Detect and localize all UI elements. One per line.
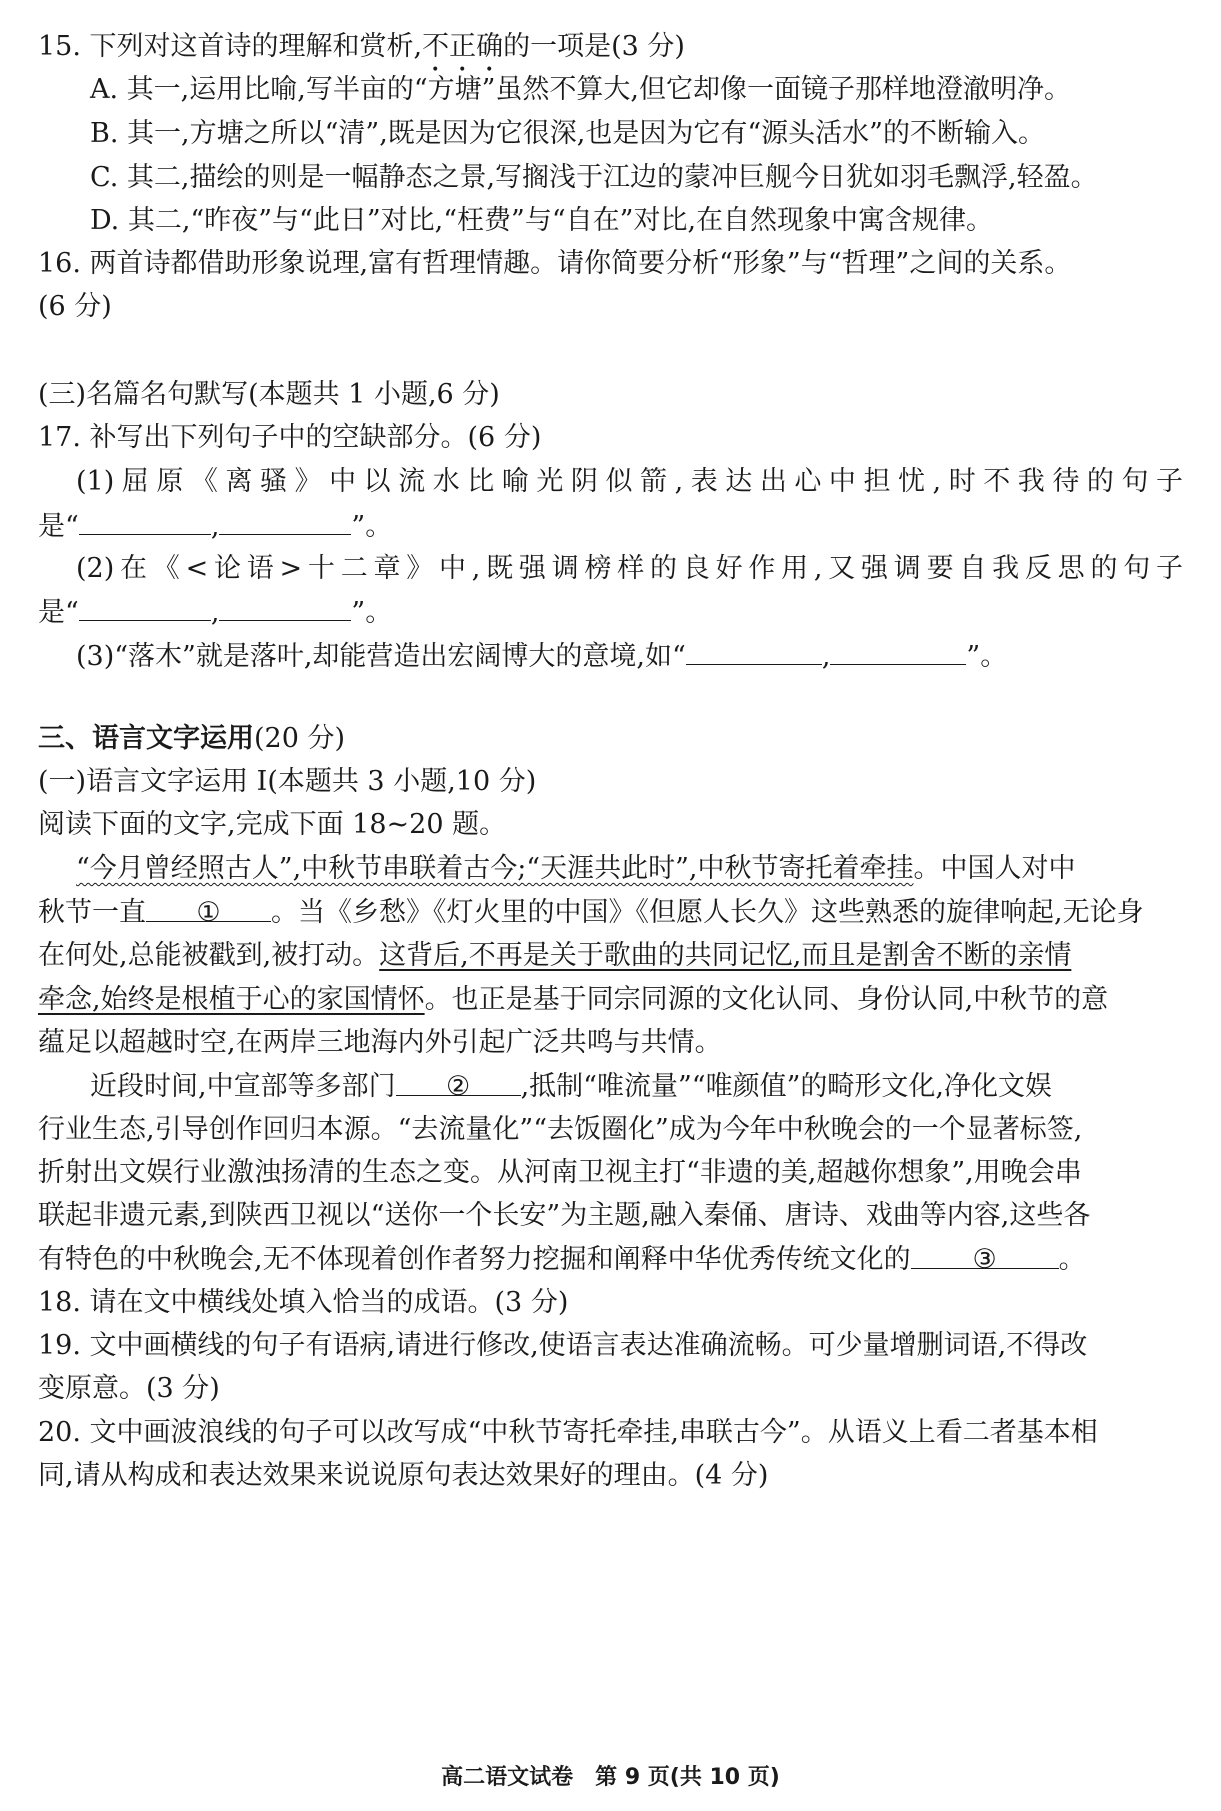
q20-line1: 20. 文中画波浪线的句子可以改写成“中秋节寄托牵挂,串联古今”。从语义上看二者基本相 [38, 1417, 1098, 1448]
passage-p2-line2: 行业生态,引导创作回归本源。“去流量化”“去饭圈化”成为今年中秋晚会的一个显著标签, [38, 1114, 1083, 1145]
blank-2[interactable]: ② [396, 1069, 521, 1096]
passage-p2-line4: 联起非遗元素,到陕西卫视以“送你一个长安”为主题,融入秦俑、唐诗、戏曲等内容,这些各 [38, 1200, 1091, 1231]
q16-line2: (6 分) [38, 291, 112, 322]
q17-part3-blank-b[interactable] [830, 638, 966, 665]
q15-stem-pre: 15. 下列对这首诗的理解和赏析, [38, 31, 423, 62]
q15-option-d: D. 其二,“昨夜”与“此日”对比,“枉费”与“自在”对比,在自然现象中寓含规律。 [90, 205, 994, 236]
q15-option-c: C. 其二,描绘的则是一幅静态之景,写搁浅于江边的蒙冲巨舰今日犹如羽毛飘浮,轻盈。 [90, 162, 1098, 193]
part3-heading [38, 721, 1183, 757]
passage-text: 。 [1058, 1244, 1086, 1275]
underlined-sentence: 牵念,始终是根植于心的家国情怀 [38, 984, 425, 1015]
passage-text: 。当《乡愁》《灯火里的中国》《但愿人长久》这些熟悉的旋律响起,无论身 [271, 897, 1144, 928]
passage-p2-line5 [38, 1242, 1183, 1278]
passage-text: 有特色的中秋晚会,无不体现着创作者努力挖掘和阐释中华优秀传统文化的 [38, 1244, 911, 1275]
quote-close: ”。 [351, 511, 393, 542]
part3-score: (20 分) [254, 723, 346, 754]
section3-header: (三)名篇名句默写(本题共 1 小题,6 分) [38, 379, 500, 410]
passage-text: ,抵制“唯流量”“唯颜值”的畸形文化,净化文娱 [520, 1071, 1052, 1102]
comma: , [210, 511, 220, 542]
blank-1[interactable]: ① [146, 895, 271, 922]
q15-stem-emphasis: 不正确 [422, 31, 504, 62]
q15-stem [38, 29, 1183, 78]
passage-p2-line3: 折射出文娱行业激浊扬清的生态之变。从河南卫视主打“非遗的美,超越你想象”,用晚会串 [38, 1157, 1082, 1188]
passage-text: 近段时间,中宣部等多部门 [90, 1071, 396, 1102]
q17-part1-blank-a[interactable] [79, 508, 211, 535]
q17-part3 [76, 638, 1183, 675]
comma: , [821, 641, 831, 672]
q20-line2: 同,请从构成和表达效果来说说原句表达效果好的理由。(4 分) [38, 1460, 769, 1491]
quote-open: 是“ [38, 511, 79, 542]
underlined-sentence: 这背后,不再是关于歌曲的共同记忆,而且是割舍不断的亲情 [379, 940, 1072, 971]
q17-part1-blank-b[interactable] [219, 508, 351, 535]
passage-p1-line1 [76, 851, 1183, 887]
passage-text: 。也正是基于同宗同源的文化认同、身份认同,中秋节的意 [424, 984, 1109, 1015]
q15-stem-post: 的一项是(3 分) [503, 31, 685, 62]
q18: 18. 请在文中横线处填入恰当的成语。(3 分) [38, 1287, 569, 1318]
q17-part1-line2 [38, 508, 1183, 545]
passage-p1-line3 [38, 938, 1183, 974]
passage-text: 。中国人对中 [913, 853, 1076, 884]
q17-part1-line1: (1)屈原《离骚》中以流水比喻光阴似箭,表达出心中担忧,时不我待的句子 [76, 466, 1183, 497]
page-footer: 高二语文试卷 第 9 页(共 10 页) [441, 1765, 780, 1790]
q17-stem: 17. 补写出下列句子中的空缺部分。(6 分) [38, 422, 542, 453]
wavy-underlined-sentence: “今月曾经照古人”,中秋节串联着古今;“天涯共此时”,中秋节寄托着牵挂 [76, 853, 914, 884]
blank-3[interactable]: ③ [911, 1242, 1059, 1269]
q15-option-a: A. 其一,运用比喻,写半亩的“方塘”虽然不算大,但它却像一面镜子那样地澄澈明净。 [90, 74, 1072, 105]
part3-title: 三、语言文字运用 [38, 723, 254, 754]
part3-subheader: (一)语言文字运用 I(本题共 3 小题,10 分) [38, 766, 537, 797]
q17-part2-blank-b[interactable] [219, 594, 351, 621]
q17-part2-line1: (2)在《<论语>十二章》中,既强调榜样的良好作用,又强调要自我反思的句子 [76, 553, 1183, 584]
q15-option-b: B. 其一,方塘之所以“清”,既是因为它很深,也是因为它有“源头活水”的不断输入。 [90, 118, 1045, 149]
passage-p2-line1 [90, 1069, 1183, 1105]
quote-close: ”。 [351, 597, 393, 628]
passage-p1-line4 [38, 982, 1183, 1018]
comma: , [210, 597, 220, 628]
q19-line1: 19. 文中画横线的句子有语病,请进行修改,使语言表达准确流畅。可少量增删词语,不得改 [38, 1330, 1088, 1361]
passage-p1-line5: 蕴足以超越时空,在两岸三地海内外引起广泛共鸣与共情。 [38, 1027, 722, 1058]
q17-part3-text: (3)“落木”就是落叶,却能营造出宏阔博大的意境,如“ [76, 641, 686, 672]
passage-p1-line2 [38, 895, 1183, 931]
q17-part2-blank-a[interactable] [79, 594, 211, 621]
quote-open: 是“ [38, 597, 79, 628]
q19-line2: 变原意。(3 分) [38, 1373, 220, 1404]
quote-close: ”。 [966, 641, 1008, 672]
q17-part2-line2 [38, 594, 1183, 631]
reading-instruction: 阅读下面的文字,完成下面 18~20 题。 [38, 809, 507, 840]
q17-part3-blank-a[interactable] [686, 638, 822, 665]
q16-line1: 16. 两首诗都借助形象说理,富有哲理情趣。请你简要分析“形象”与“哲理”之间的关系。 [38, 248, 1072, 279]
passage-text: 秋节一直 [38, 897, 146, 928]
passage-text: 在何处,总能被戳到,被打动。 [38, 940, 380, 971]
